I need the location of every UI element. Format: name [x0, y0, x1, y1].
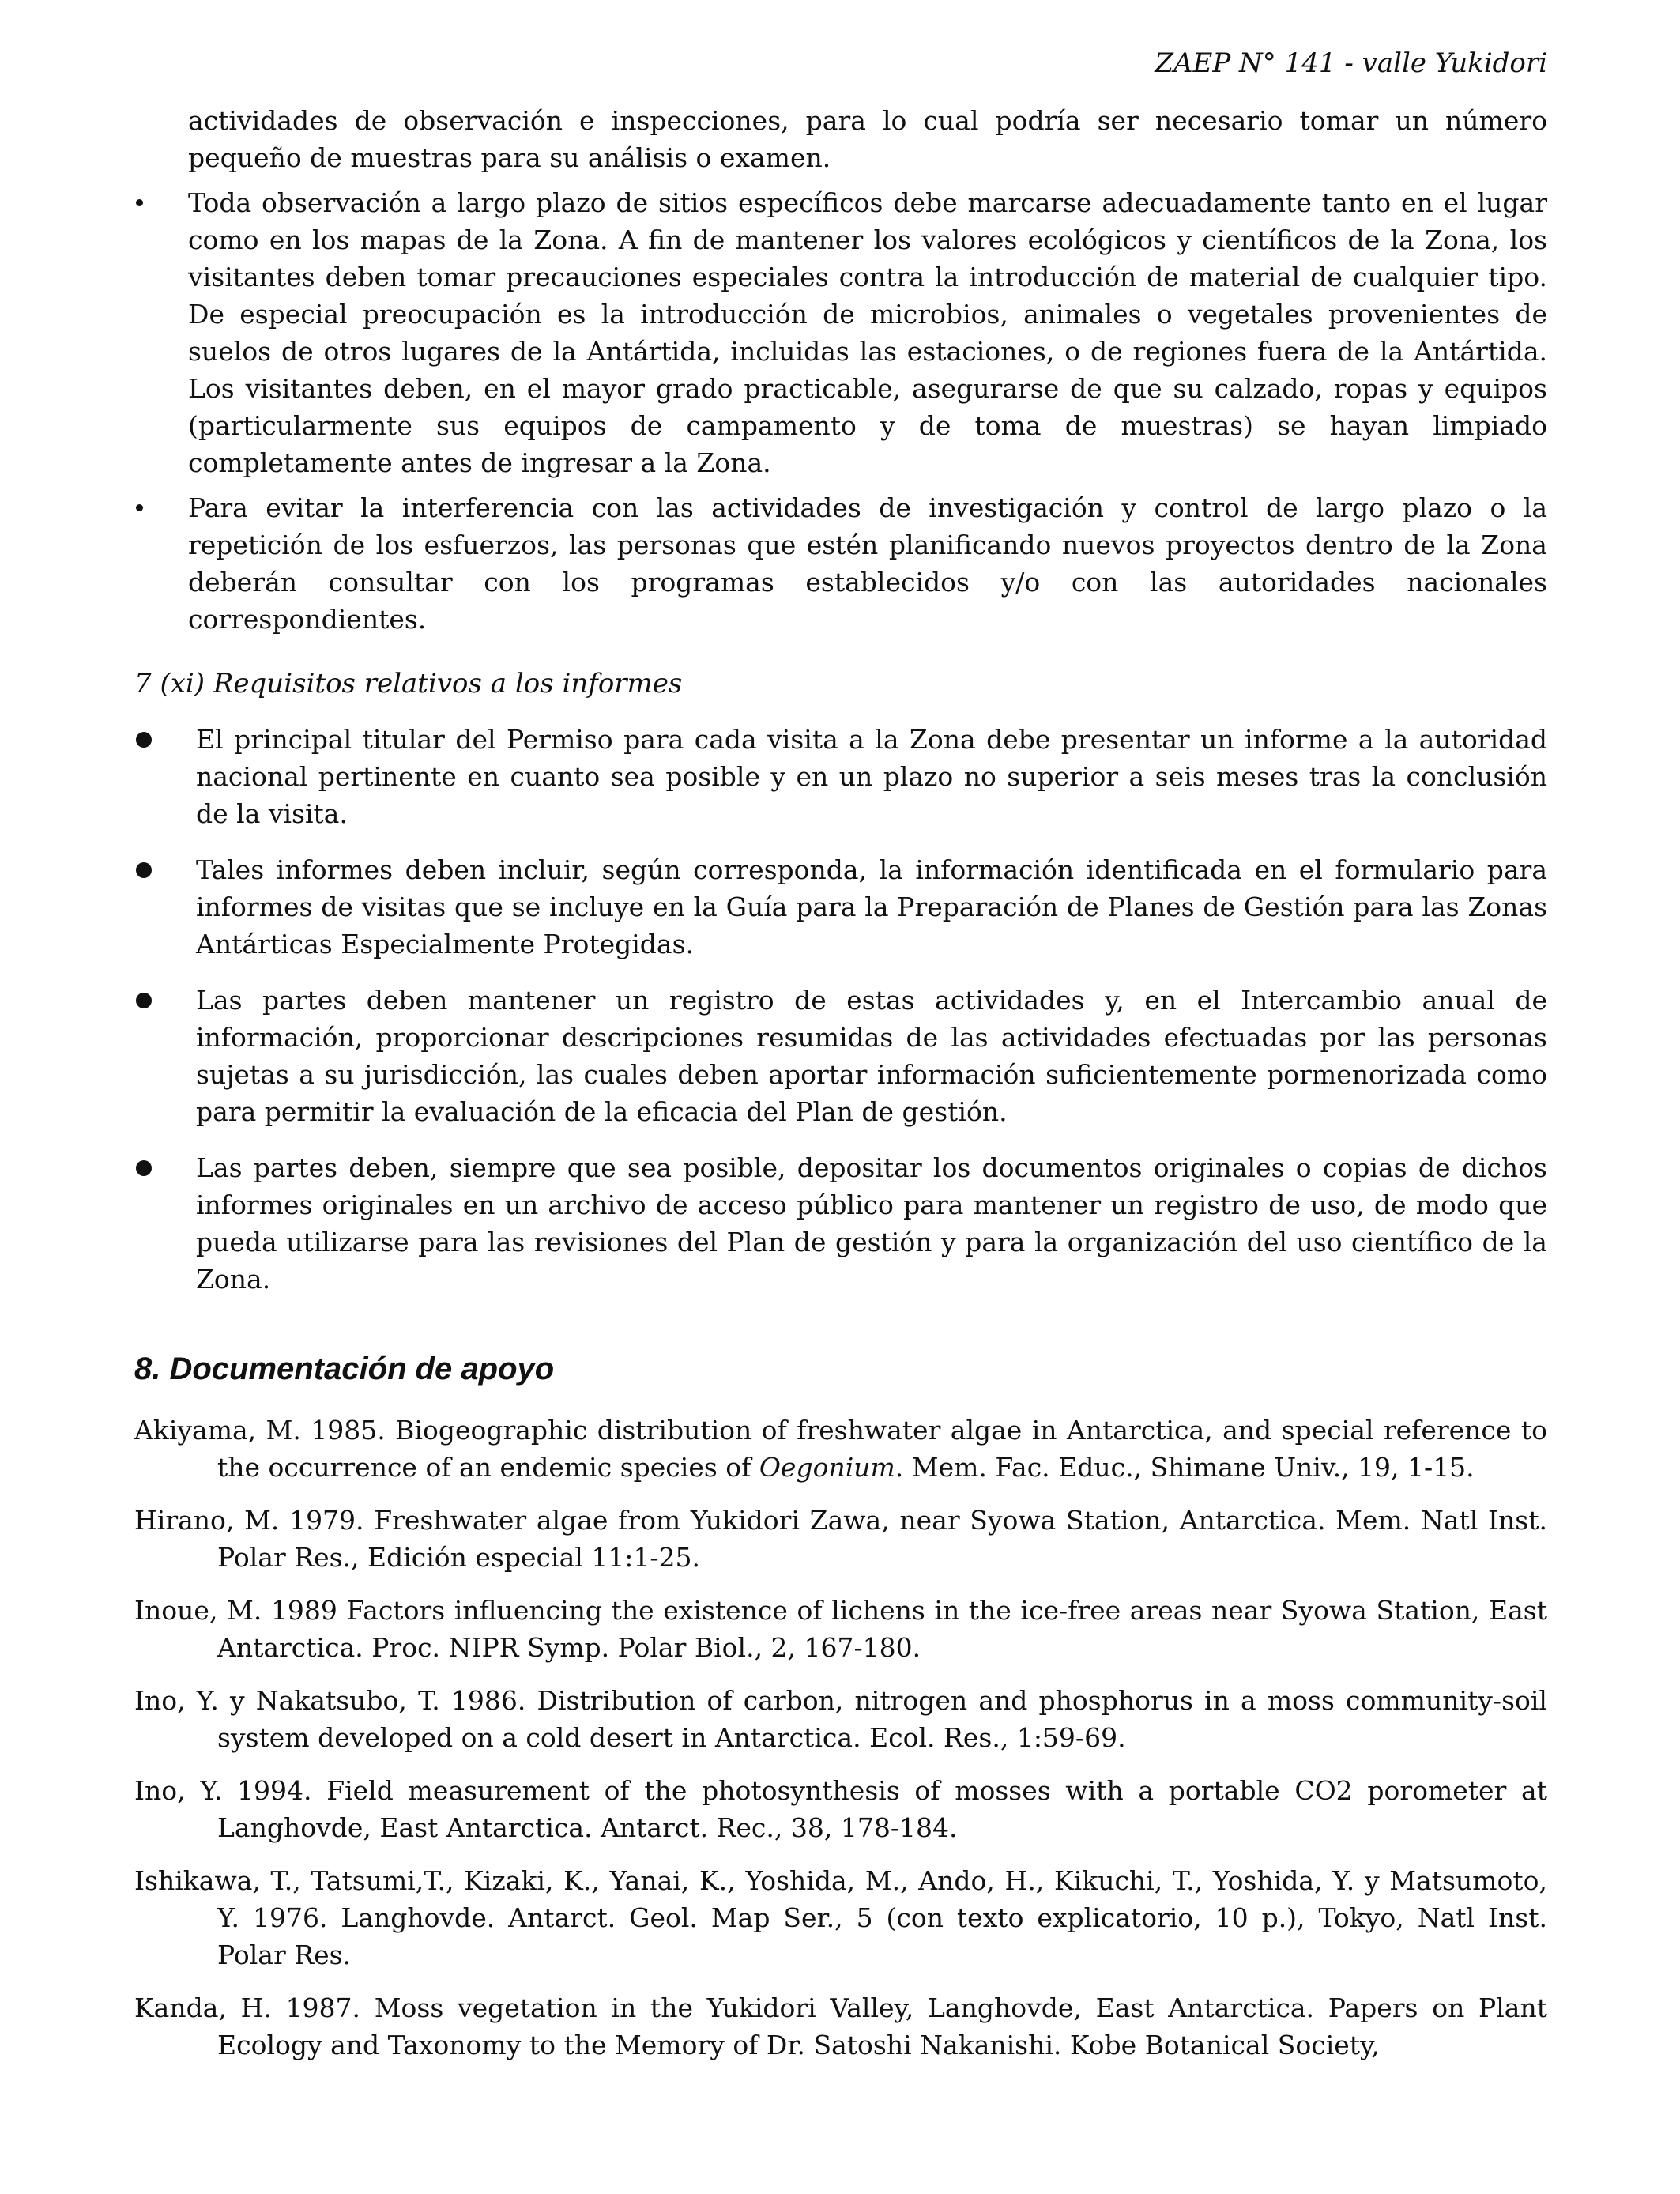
reference-item: Inoue, M. 1989 Factors influencing the existence of lichens in the ice-free areas near Syowa Station, East Antarctica. Proc. NIPR Symp. Polar Biol., 2, 167-180. — [134, 1594, 1547, 1663]
guideline-bullet-item — [134, 489, 1547, 638]
report-requirement-text: Tales informes deben incluir, según corresponda, la información identificada en el formulario para informes de visitas que se incluye en la Guía para la Preparación de Planes de Gestión para las Zonas Antárticas Especialmente Protegidas. — [196, 854, 1547, 959]
running-header: ZAEP N° 141 - valle Yukidori — [1155, 47, 1547, 79]
bullet-dot-icon — [136, 199, 143, 206]
reference-item: Ino, Y. y Nakatsubo, T. 1986. Distribution of carbon, nitrogen and phosphorus in a moss community-soil system developed on a cold desert in Antarctica. Ecol. Res., 1:59-69. — [134, 1684, 1547, 1753]
subsection-heading: 7 (xi) Requisitos relativos a los informes — [134, 667, 683, 699]
reference-list — [134, 1412, 1547, 2064]
reference-italic-species: Oegonium — [759, 1451, 895, 1483]
guideline-bullet-item — [134, 184, 1547, 481]
reference-item: Ishikawa, T., Tatsumi,T., Kizaki, K., Yanai, K., Yoshida, M., Ando, H., Kikuchi, T., Yoshida, Y. y Matsumoto, Y. 1976. Langhovde. Antarct. Geol. Map Ser., 5 (con texto explicatorio, 10 p.), Tokyo, Natl Inst. Polar Res. — [134, 1864, 1547, 1970]
reference-item: Ino, Y. 1994. Field measurement of the photosynthesis of mosses with a portable CO2 porometer at Langhovde, East Antarctica. Antarct. Rec., 38, 178-184. — [134, 1774, 1547, 1843]
reference-item: Hirano, M. 1979. Freshwater algae from Yukidori Zawa, near Syowa Station, Antarctica. Mem. Natl Inst. Polar Res., Edición especial 11:1-25. — [134, 1504, 1547, 1573]
report-requirement-item — [134, 851, 1547, 963]
reference-text-part: . Mem. Fac. Educ., Shimane Univ., 19, 1-15. — [895, 1451, 1475, 1483]
intro-continuation-paragraph: actividades de observación e inspecciones, para lo cual podría ser necesario tomar un número pequeño de muestras para su análisis o examen. — [188, 104, 1547, 173]
reference-text-part: Akiyama, M. 1985. Biogeographic distribution of freshwater algae in Antarctica, and special reference to the occurrence of an endemic species of — [134, 1414, 1547, 1483]
report-requirement-item — [134, 1149, 1547, 1298]
report-requirement-text: Las partes deben mantener un registro de estas actividades y, en el Intercambio anual de información, proporcionar descripciones resumidas de las actividades efectuadas por las personas sujetas a su jurisdicción, las cuales deben aportar información suficientemente pormenorizada como para permitir la evaluación de la eficacia del Plan de gestión. — [196, 984, 1547, 1127]
bullet-dot-icon — [136, 862, 152, 878]
report-requirement-item — [134, 982, 1547, 1130]
report-requirement-item — [134, 721, 1547, 832]
guideline-bullet-text: Para evitar la interferencia con las actividades de investigación y control de largo plazo o la repetición de los esfuerzos, las personas que estén planificando nuevos proyectos dentro de la Zona deberán consultar con los programas establecidos y/o con las autoridades nacionales correspondientes. — [188, 492, 1547, 635]
report-requirement-text: Las partes deben, siempre que sea posible, depositar los documentos originales o copias de dichos informes originales en un archivo de acceso público para mantener un registro de uso, de modo que pueda utilizarse para las revisiones del Plan de gestión y para la organización del uso científico de la Zona. — [196, 1152, 1547, 1295]
reference-item — [134, 1412, 1547, 1486]
document-page — [134, 47, 1547, 2079]
reference-item: Kanda, H. 1987. Moss vegetation in the Yukidori Valley, Langhovde, East Antarctica. Papers on Plant Ecology and Taxonomy to the Memory of Dr. Satoshi Nakanishi. Kobe Botanical Society, — [134, 1992, 1547, 2060]
bullet-dot-icon — [136, 1160, 152, 1176]
section-heading: 8. Documentación de apoyo — [134, 1351, 555, 1386]
bullet-dot-icon — [136, 732, 152, 748]
guideline-bullet-list — [134, 184, 1547, 638]
guideline-bullet-text: Toda observación a largo plazo de sitios específicos debe marcarse adecuadamente tanto en el lugar como en los mapas de la Zona. A fin de mantener los valores ecológicos y científicos de la Zona, los visitantes deben tomar precauciones especiales contra la introducción de material de cualquier tipo. De especial preocupación es la introducción de microbios, animales o vegetales provenientes de suelos de otros lugares de la Antártida, incluidas las estaciones, o de regiones fuera de la Antártida. Los visitantes deben, en el mayor grado practicable, asegurarse de que su calzado, ropas y equipos (particularmente sus equipos de campamento y de toma de muestras) se hayan limpiado completamente antes de ingresar a la Zona. — [188, 187, 1547, 478]
report-requirement-text: El principal titular del Permiso para cada visita a la Zona debe presentar un informe a la autoridad nacional pertinente en cuanto sea posible y en un plazo no superior a seis meses tras la conclusión de la visita. — [196, 723, 1547, 829]
bullet-dot-icon — [136, 993, 152, 1008]
bullet-dot-icon — [136, 504, 143, 511]
report-requirements-list — [134, 721, 1547, 1298]
